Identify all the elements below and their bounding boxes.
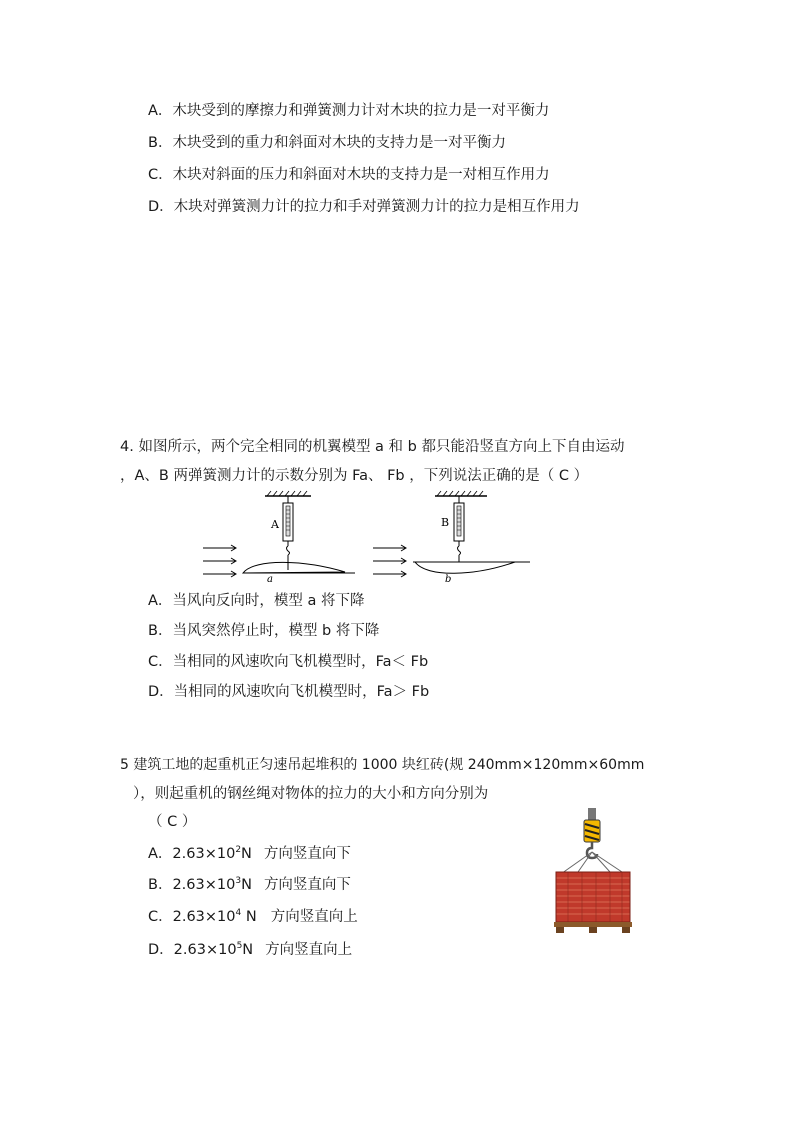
- q5-stem-line1: 5 建筑工地的起重机正匀速吊起堆积的 1000 块红砖(规 240mm×120mm×60mm: [120, 757, 645, 773]
- option-unit: N: [242, 942, 254, 958]
- option-letter: B．: [148, 135, 173, 151]
- q3-option-a: [148, 101, 549, 121]
- option-text: 木块对弹簧测力计的拉力和手对弹簧测力计的拉力是相互作用力: [173, 199, 580, 215]
- option-letter: A．: [148, 846, 173, 862]
- option-base: 2.63×10: [172, 846, 236, 862]
- option-exponent: 3: [235, 876, 242, 886]
- option-base: 2.63×10: [172, 909, 236, 925]
- option-base: 2.63×10: [173, 942, 237, 958]
- q4-option-d: [148, 682, 429, 702]
- spring-scale-a: [265, 491, 311, 570]
- option-base: 2.63×10: [172, 877, 236, 893]
- q3-option-d: [148, 197, 580, 217]
- q5-option-b: [148, 875, 351, 895]
- q4-option-a: [148, 591, 365, 611]
- wing-b: [413, 562, 530, 585]
- option-letter: C．: [148, 167, 173, 183]
- option-text: 木块受到的重力和斜面对木块的支持力是一对平衡力: [172, 135, 506, 151]
- option-letter: D．: [148, 942, 174, 958]
- option-text: 木块受到的摩擦力和弹簧测力计对木块的拉力是一对平衡力: [172, 103, 550, 119]
- option-unit: N: [241, 846, 252, 862]
- option-letter: B．: [148, 623, 173, 639]
- wind-arrows-right: [373, 545, 406, 577]
- label-wing-b: b: [445, 574, 452, 585]
- option-letter: A．: [148, 593, 173, 609]
- q4-stem-line2: ，A、B 两弹簧测力计的示数分别为 Fa、 Fb ，下列说法正确的是（ C ）: [120, 468, 589, 484]
- option-direction: 方向竖直向下: [263, 846, 351, 862]
- option-letter: C．: [148, 654, 173, 670]
- option-exponent: 5: [236, 941, 243, 951]
- q5-stem-line2: ），则起重机的钢丝绳对物体的拉力的大小和方向分别为: [133, 786, 489, 802]
- pallet: [554, 922, 632, 933]
- wing-a: [243, 562, 355, 585]
- option-text: 木块对斜面的压力和斜面对木块的支持力是一对相互作用力: [172, 167, 550, 183]
- label-a-scale: A: [271, 518, 279, 531]
- option-letter: D．: [148, 199, 174, 215]
- crane-bricks-image: [548, 808, 638, 938]
- wing-model-figure: [195, 490, 535, 585]
- option-unit: N: [241, 877, 252, 893]
- label-b-scale: B: [441, 516, 450, 529]
- option-letter: B．: [148, 877, 173, 893]
- option-exponent: 4: [235, 908, 242, 918]
- q4-option-b: [148, 621, 379, 641]
- option-text: 当相同的风速吹向飞机模型时，Fa＞ Fb: [173, 684, 430, 700]
- option-letter: A．: [148, 103, 173, 119]
- q4-stem-line1: 4. 如图所示，两个完全相同的机翼模型 a 和 b 都只能沿竖直方向上下自由运动: [120, 439, 625, 455]
- option-text: 当风突然停止时，模型 b 将下降: [172, 623, 380, 639]
- q3-option-b: [148, 133, 506, 153]
- option-direction: 方向竖直向上: [265, 942, 353, 958]
- q3-option-c: [148, 165, 550, 185]
- option-direction: 方向竖直向下: [263, 877, 351, 893]
- spring-scale-b: [435, 491, 487, 562]
- option-unit: N: [241, 909, 257, 925]
- label-wing-a: a: [267, 574, 273, 585]
- q5-option-c: [148, 907, 358, 927]
- option-letter: C．: [148, 909, 173, 925]
- q5-option-a: [148, 844, 351, 864]
- option-text: 当相同的风速吹向飞机模型时，Fa＜ Fb: [172, 654, 429, 670]
- q4-option-c: [148, 652, 428, 672]
- q5-answer: （ C ）: [148, 814, 197, 830]
- option-text: 当风向反向时，模型 a 将下降: [172, 593, 365, 609]
- q5-option-d: [148, 940, 352, 960]
- brick-stack: [556, 872, 630, 922]
- option-direction: 方向竖直向上: [270, 909, 358, 925]
- option-letter: D．: [148, 684, 174, 700]
- option-exponent: 2: [235, 845, 242, 855]
- wind-arrows-left: [203, 545, 236, 577]
